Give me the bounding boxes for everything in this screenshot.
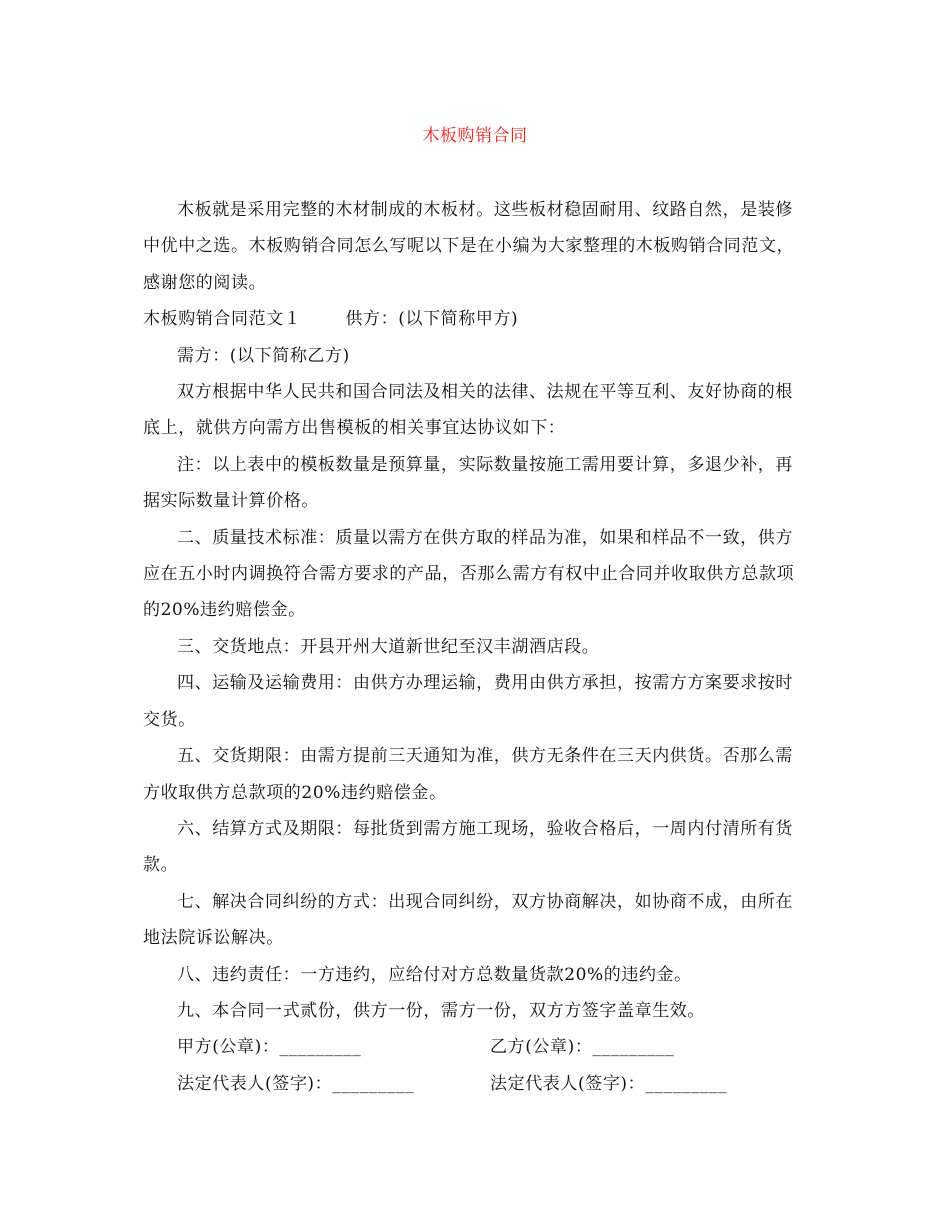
clause-delivery-location: 三、交货地点：开县开州大道新世纪至汉丰湖酒店段。 xyxy=(177,636,600,657)
party-b-representative-field: 法定代表人(签字)：_________ xyxy=(490,1073,728,1094)
representative-signature-row xyxy=(143,1066,803,1102)
note-paragraph: 注：以上表中的模板数量是预算量，实际数量按施工需用要计算，多退少补，再据实际数量计算价格。 xyxy=(143,454,793,512)
clause-copies: 九、本合同一式贰份，供方一份，需方一份，双方方签字盖章生效。 xyxy=(177,1000,705,1021)
party-a-seal-field: 甲方(公章)：_________ xyxy=(177,1037,362,1058)
party-b-seal-field: 乙方(公章)：_________ xyxy=(490,1037,675,1058)
clause-transport: 四、运输及运输费用：由供方办理运输，费用由供方承担，按需方方案要求按时交货。 xyxy=(143,673,793,730)
buyer-line: 需方：(以下简称乙方) xyxy=(177,345,350,366)
clause-settlement: 六、结算方式及期限：每批货到需方施工现场，验收合格后，一周内付清所有货款。 xyxy=(143,818,793,876)
document-title: 木板购销合同 xyxy=(422,126,528,146)
party-a-representative-field: 法定代表人(签字)：_________ xyxy=(177,1073,415,1094)
sample-heading-line xyxy=(143,301,803,337)
seal-signature-row xyxy=(143,1029,803,1065)
clause-quality: 二、质量技术标准：质量以需方在供方取的样品为准，如果和样品不一致，供方应在五小时内调换符合需方要求的产品，否那么需方有权中止合同并收取供方总款项的20%违约赔偿金。 xyxy=(143,527,795,621)
supplier-line: 供方：(以下简称甲方) xyxy=(345,309,519,330)
document-body xyxy=(143,192,803,1102)
intro-paragraph: 木板就是采用完整的木材制成的木板材。这些板材稳固耐用、纹路自然，是装修中优中之选。木板购销合同怎么写呢以下是在小编为大家整理的木板购销合同范文，感谢您的阅读。 xyxy=(143,200,795,293)
sample-title: 木板购销合同范文１ xyxy=(143,309,302,330)
clause-dispute: 七、解决合同纠纷的方式：出现合同纠纷，双方协商解决，如协商不成，由所在地法院诉讼解决。 xyxy=(143,891,793,949)
clause-liability: 八、违约责任：一方违约，应给付对方总数量货款20%的违约金。 xyxy=(177,964,692,985)
preamble-paragraph: 双方根据中华人民共和国合同法及相关的法律、法规在平等互利、友好协商的根底上，就供方向需方出售模板的相关事宜达协议如下： xyxy=(143,382,793,439)
clause-delivery-period: 五、交货期限：由需方提前三天通知为准，供方无条件在三天内供货。否那么需方收取供方总款项的20%违约赔偿金。 xyxy=(143,746,793,803)
